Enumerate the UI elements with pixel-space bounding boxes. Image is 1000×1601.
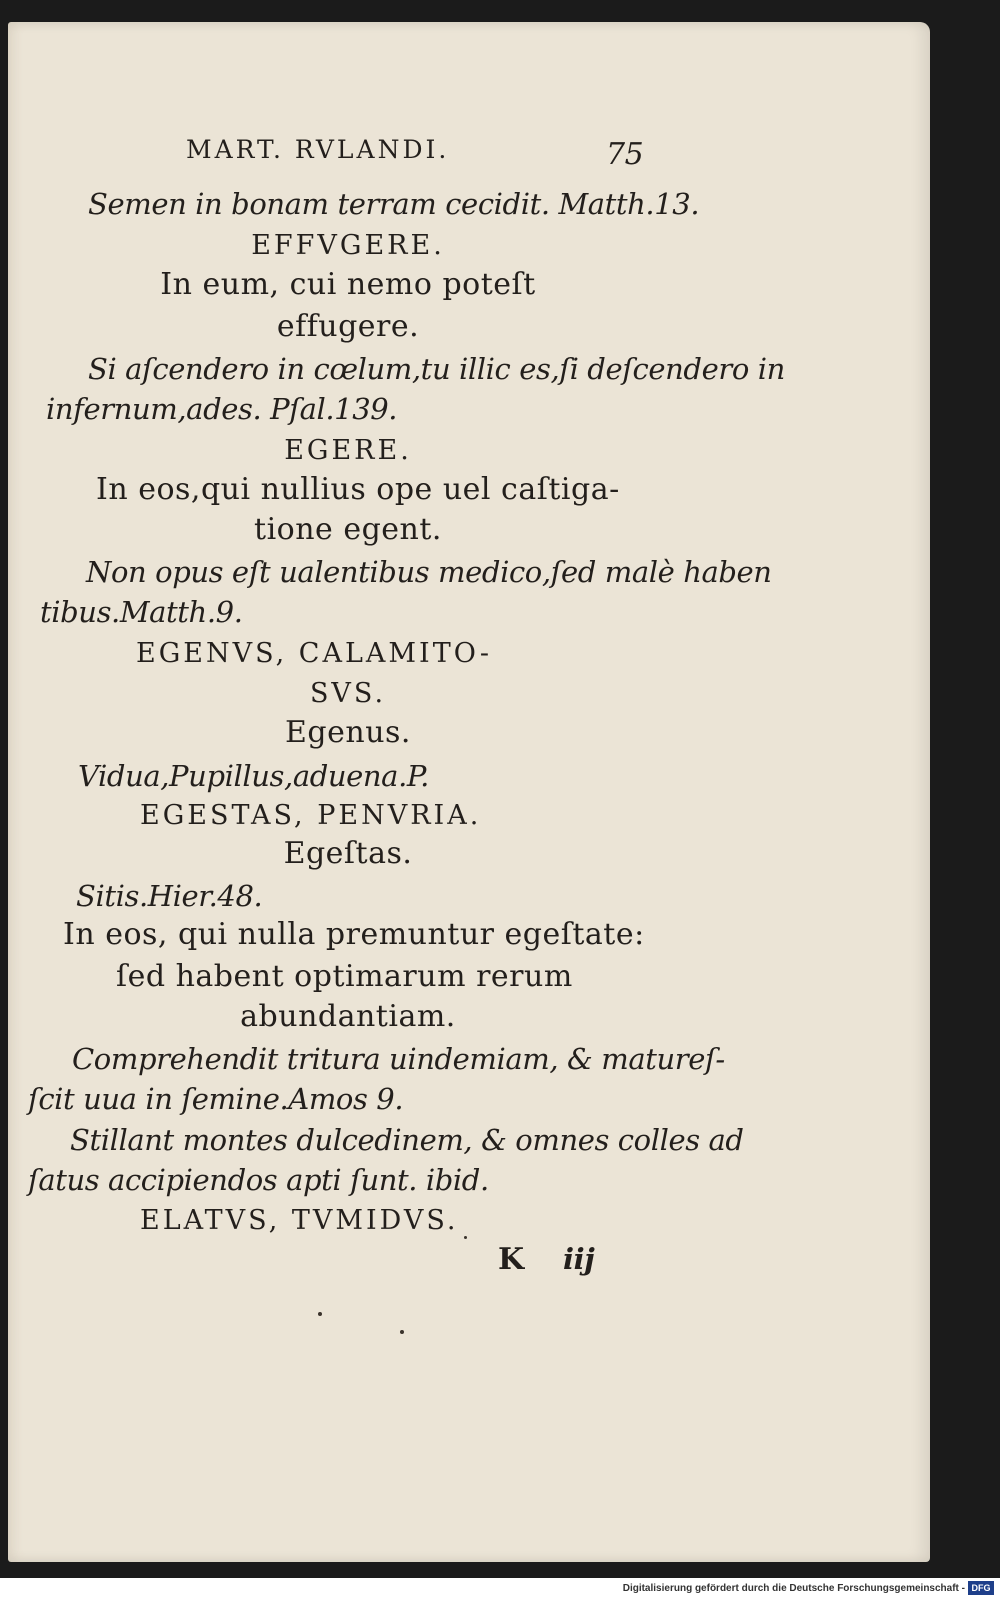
ink-speck [318, 1312, 322, 1316]
page-number: 75 [606, 137, 644, 172]
ink-speck [464, 1236, 467, 1239]
book-page [8, 22, 930, 1562]
ink-speck [400, 1330, 404, 1334]
text-line: tibus.Matth.9. [40, 595, 243, 629]
text-line: ſcit uua in ſemine.Amos 9. [28, 1082, 404, 1116]
text-line: Si aſcendero in cœlum,tu illic es,ſi deſcendero in [88, 352, 785, 386]
footer-credit: Digitalisierung gefördert durch die Deutsche Forschungsgemeinschaft - [622, 1583, 965, 1594]
text-line: effugere. [276, 309, 420, 344]
subheading: Egeſtas. [283, 836, 413, 871]
text-line: Sitis.Hier.48. [76, 879, 263, 913]
text-line: ſatus accipiendos apti ſunt. ibid. [28, 1163, 489, 1197]
text-line: In eos, qui nulla premuntur egeſtate: [63, 917, 645, 952]
subheading: Egenus. [285, 715, 411, 750]
running-title: MART. RVLANDI. [186, 135, 450, 164]
text-line: Stillant montes dulcedinem, & omnes colles ad [70, 1123, 744, 1157]
text-line: In eum, cui nemo poteſt [160, 267, 536, 302]
signature-number: iij [563, 1242, 595, 1276]
signature-mark: K [498, 1242, 525, 1277]
text-line: infernum,ades. Pſal.139. [46, 392, 398, 426]
heading: EFFVGERE. [251, 230, 445, 261]
text-line: abundantiam. [240, 999, 456, 1034]
heading: SVS. [309, 678, 387, 709]
text-line: In eos,qui nullius ope uel caſtiga- [96, 472, 620, 507]
heading: ELATVS, TVMIDVS. [140, 1205, 459, 1236]
heading: EGERE. [284, 435, 412, 466]
text-line: Non opus eſt ualentibus medico,ſed malè haben [86, 555, 772, 589]
heading: EGESTAS, PENVRIA. [140, 800, 482, 831]
text-line: Comprehendit tritura uindemiam, & matureſ- [72, 1042, 725, 1076]
dfg-logo: DFG [968, 1581, 994, 1595]
text-line: Vidua,Pupillus,aduena.P. [78, 759, 429, 793]
digitization-footer [0, 1578, 1000, 1601]
heading: EGENVS, CALAMITO- [136, 638, 492, 669]
text-line: tione egent. [254, 512, 442, 547]
text-line: ſed habent optimarum rerum [116, 959, 573, 994]
text-line: Semen in bonam terram cecidit. Matth.13. [88, 187, 700, 221]
